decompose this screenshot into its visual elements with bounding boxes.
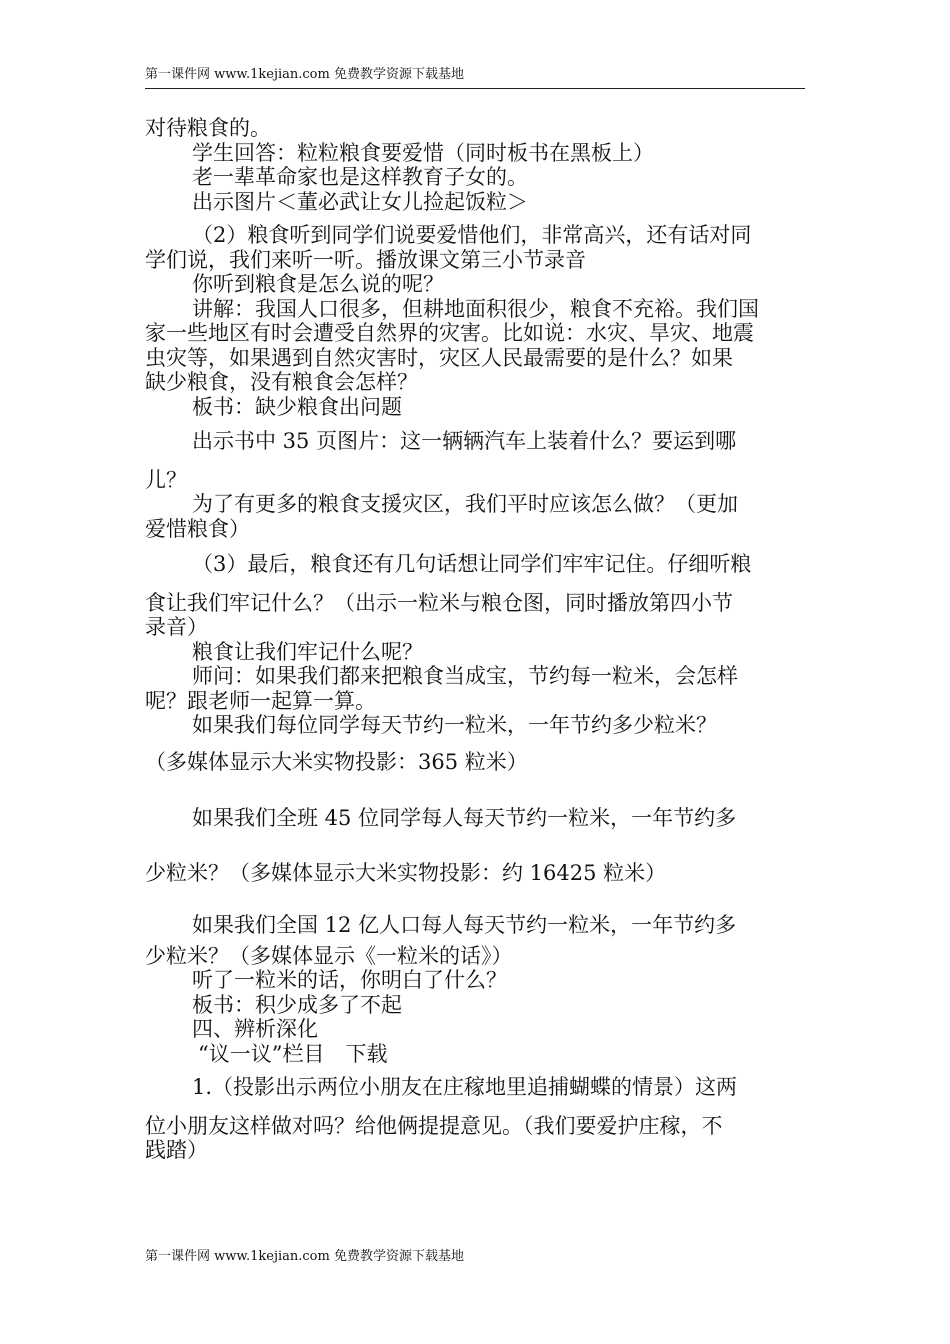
paragraph: 学生回答：粒粒粮食要爱惜（同时板书在黑板上） <box>192 140 654 165</box>
paragraph: 虫灾等，如果遇到自然灾害时，灾区人民最需要的是什么？如果 <box>145 345 733 370</box>
paragraph: “议一议”栏目 下载 <box>198 1041 388 1066</box>
page-footer <box>145 1248 464 1266</box>
paragraph: 你听到粮食是怎么说的呢？ <box>192 272 444 296</box>
paragraph: 位小朋友这样做对吗？给他俩提提意见。（我们要爱护庄稼，不 <box>145 1113 723 1138</box>
paragraph: 讲解：我国人口很多，但耕地面积很少，粮食不充裕。我们国 <box>192 296 759 321</box>
paragraph: （3）最后，粮食还有几句话想让同学们牢牢记住。仔细听粮 <box>192 552 752 576</box>
paragraph: 老一辈革命家也是这样教育子女的。 <box>192 165 528 189</box>
paragraph: 听了一粒米的话，你明白了什么？ <box>192 968 507 992</box>
paragraph: 少粒米？（多媒体显示《一粒米的话》） <box>145 943 513 968</box>
header-text: 第一课件网 www.1kejian.com 免费教学资源下载基地 <box>145 67 464 82</box>
paragraph: 儿？ <box>145 467 187 492</box>
footer-text: 第一课件网 www.1kejian.com 免费教学资源下载基地 <box>145 1249 464 1264</box>
paragraph: 呢？跟老师一起算一算。 <box>145 688 376 713</box>
paragraph: 少粒米？（多媒体显示大米实物投影：约 16425 粒米） <box>145 860 667 885</box>
paragraph: 爱惜粮食） <box>145 516 250 541</box>
paragraph: 粮食让我们牢记什么呢？ <box>192 639 423 664</box>
paragraph: 录音） <box>145 615 208 639</box>
paragraph: 出示书中 35 页图片：这一辆辆汽车上装着什么？要运到哪 <box>192 429 737 453</box>
paragraph: 出示图片＜董必武让女儿捡起饭粒＞ <box>192 189 528 214</box>
paragraph: 践踏） <box>145 1138 208 1162</box>
page-header <box>145 66 805 89</box>
paragraph: 学们说，我们来听一听。播放课文第三小节录音 <box>145 247 586 272</box>
paragraph: 板书：缺少粮食出问题 <box>192 394 402 419</box>
paragraph: 如果我们全国 12 亿人口每人每天节约一粒米，一年节约多 <box>192 913 737 937</box>
paragraph: 如果我们全班 45 位同学每人每天节约一粒米，一年节约多 <box>192 806 737 830</box>
paragraph: 食让我们牢记什么？（出示一粒米与粮仓图，同时播放第四小节 <box>145 590 733 615</box>
paragraph: 为了有更多的粮食支援灾区，我们平时应该怎么做？（更加 <box>192 492 738 516</box>
paragraph: 板书：积少成多了不起 <box>192 992 402 1017</box>
paragraph: 1.（投影出示两位小朋友在庄稼地里追捕蝴蝶的情景）这两 <box>192 1075 738 1099</box>
paragraph: 如果我们每位同学每天节约一粒米，一年节约多少粒米？ <box>192 713 717 737</box>
section-heading: 四、辨析深化 <box>192 1017 318 1041</box>
document-body <box>145 116 810 1163</box>
paragraph: 师问：如果我们都来把粮食当成宝，节约每一粒米，会怎样 <box>192 664 738 688</box>
paragraph: 对待粮食的。 <box>145 116 271 140</box>
paragraph: （多媒体显示大米实物投影：365 粒米） <box>145 749 528 774</box>
paragraph: 缺少粮食，没有粮食会怎样？ <box>145 370 418 394</box>
paragraph: （2）粮食听到同学们说要爱惜他们，非常高兴，还有话对同 <box>192 223 752 247</box>
paragraph: 家一些地区有时会遭受自然界的灾害。比如说：水灾、旱灾、地震 <box>145 321 754 345</box>
